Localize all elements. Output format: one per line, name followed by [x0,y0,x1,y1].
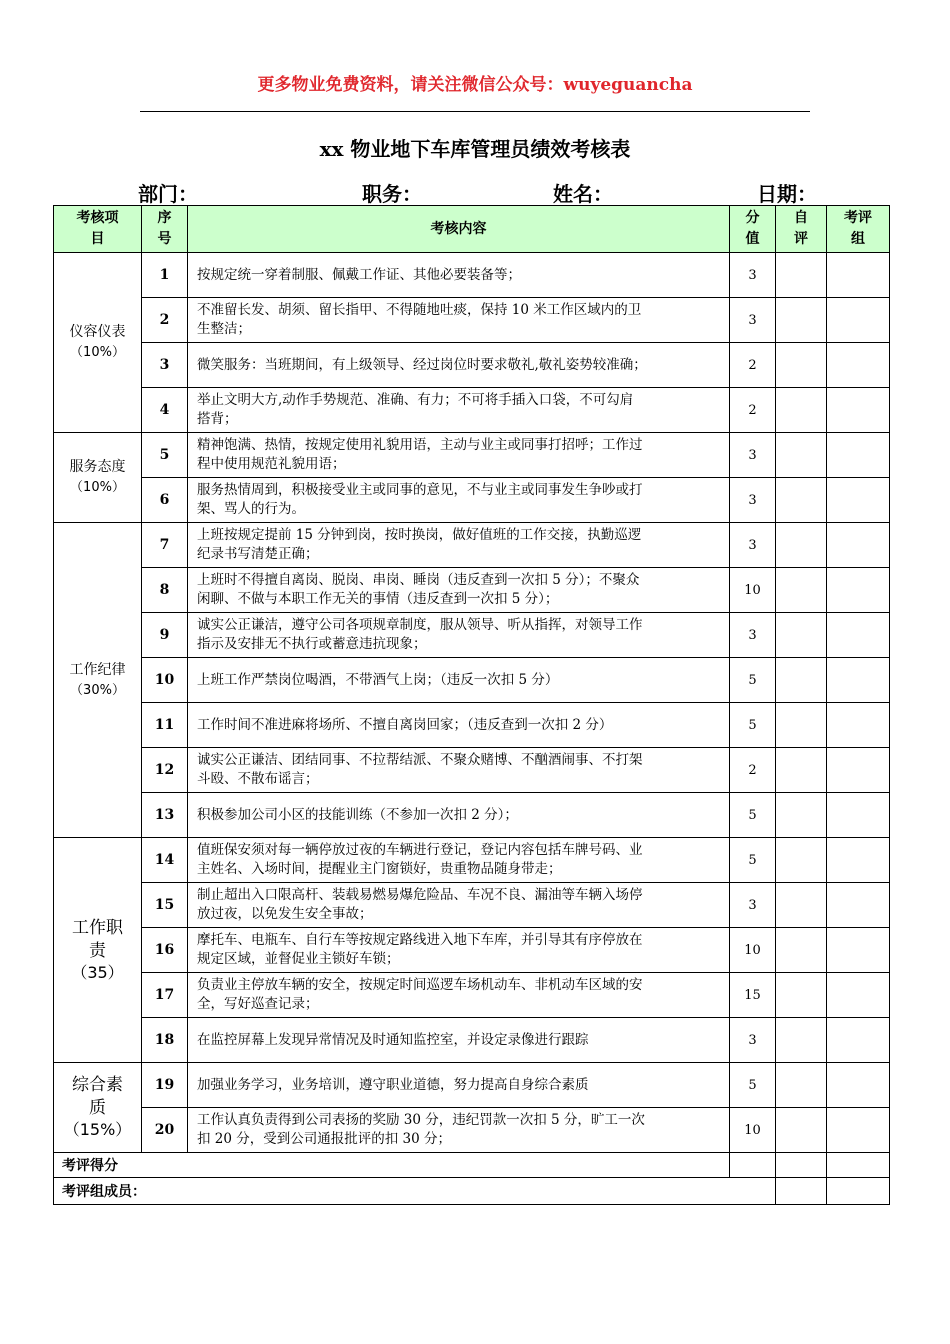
row-content: 摩托车、电瓶车、自行车等按规定路线进入地下车库，并引导其有序停放在 规定区域，並督促业主锁好车锁； [188,928,730,973]
row-score: 2 [730,388,776,433]
panel-score-cell[interactable] [827,748,890,793]
total-panel-cell[interactable] [827,1153,890,1178]
row-score: 3 [730,1018,776,1063]
self-score-cell[interactable] [776,793,827,838]
row-number: 9 [142,613,188,658]
panel-members-label: 考评组成员： [54,1178,776,1205]
name-label: 姓名： [553,182,613,206]
header-content: 考核内容 [188,206,730,253]
row-score: 3 [730,883,776,928]
self-score-cell[interactable] [776,883,827,928]
row-number: 4 [142,388,188,433]
row-score: 10 [730,928,776,973]
self-score-cell[interactable] [776,1063,827,1108]
table-row [54,1018,890,1063]
row-content: 不准留长发、胡须、留长指甲、不得随地吐痰，保持 10 米工作区域内的卫 生整洁； [188,298,730,343]
category-duties: 工作职 责 （35） [54,838,142,1063]
row-content: 上班时不得擅自离岗、脱岗、串岗、睡岗（违反查到一次扣 5 分）；不聚众 闲聊、不做与本职工作无关的事情（违反查到一次扣 5 分）； [188,568,730,613]
header-divider [140,111,810,112]
table-row [54,973,890,1018]
table-row [54,748,890,793]
self-score-cell[interactable] [776,298,827,343]
panel-score-cell[interactable] [827,793,890,838]
panel-members-row [54,1178,890,1205]
row-content: 上班按规定提前 15 分钟到岗，按时换岗，做好值班的工作交接，执勤巡逻 纪录书写清楚正确； [188,523,730,568]
row-content: 诚实公正谦洁，遵守公司各项规章制度，服从领导、听从指挥，对领导工作 指示及安排无不执行或蓄意违抗现象； [188,613,730,658]
self-score-cell[interactable] [776,568,827,613]
row-content: 诚实公正谦洁、团结同事、不拉帮结派、不聚众赌博、不酗酒闹事、不打架 斗殴、不散布谣言； [188,748,730,793]
table-row [54,388,890,433]
table-row [54,433,890,478]
category-appearance: 仪容仪表 （10%） [54,253,142,433]
category-discipline: 工作纪律 （30%） [54,523,142,838]
row-number: 12 [142,748,188,793]
panel-score-cell[interactable] [827,478,890,523]
self-score-cell[interactable] [776,253,827,298]
panel-score-cell[interactable] [827,298,890,343]
assessment-table [53,205,890,1205]
row-score: 15 [730,973,776,1018]
row-score: 5 [730,703,776,748]
table-header-row [54,206,890,253]
panel-score-cell[interactable] [827,838,890,883]
panel-score-cell[interactable] [827,613,890,658]
panel-score-cell[interactable] [827,973,890,1018]
row-content: 微笑服务：当班期间，有上级领导、经过岗位时要求敬礼,敬礼姿势较准确； [188,343,730,388]
self-score-cell[interactable] [776,703,827,748]
header-seq: 序 号 [142,206,188,253]
row-number: 3 [142,343,188,388]
row-content: 上班工作严禁岗位喝酒，不带酒气上岗；（违反一次扣 5 分） [188,658,730,703]
row-score: 3 [730,613,776,658]
row-number: 6 [142,478,188,523]
header-score: 分 值 [730,206,776,253]
row-score: 10 [730,1108,776,1153]
row-content: 按规定统一穿着制服、佩戴工作证、其他必要装备等； [188,253,730,298]
table-row [54,478,890,523]
total-self-cell[interactable] [776,1153,827,1178]
self-score-cell[interactable] [776,748,827,793]
row-number: 8 [142,568,188,613]
table-row [54,793,890,838]
panel-score-cell[interactable] [827,703,890,748]
self-score-cell[interactable] [776,388,827,433]
dept-label: 部门： [138,182,198,206]
row-content: 负责业主停放车辆的安全，按规定时间巡逻车场机动车、非机动车区域的安 全，写好巡查记录； [188,973,730,1018]
self-score-cell[interactable] [776,433,827,478]
row-score: 5 [730,658,776,703]
row-number: 19 [142,1063,188,1108]
header-self: 自 评 [776,206,827,253]
row-content: 精神饱满、热情，按规定使用礼貌用语，主动与业主或同事打招呼；工作过 程中使用规范礼貌用语； [188,433,730,478]
header-panel: 考评 组 [827,206,890,253]
panel-score-cell[interactable] [827,1018,890,1063]
table-row [54,658,890,703]
row-number: 14 [142,838,188,883]
row-content: 在监控屏幕上发现异常情况及时通知监控室，并设定录像进行跟踪 [188,1018,730,1063]
total-score-label: 考评得分 [54,1153,730,1178]
row-score: 5 [730,793,776,838]
row-score: 2 [730,343,776,388]
total-score-row [54,1153,890,1178]
row-number: 16 [142,928,188,973]
row-number: 5 [142,433,188,478]
table-row [54,523,890,568]
row-content: 值班保安须对每一辆停放过夜的车辆进行登记，登记内容包括车牌号码、业 主姓名、入场时间，提醒业主门窗锁好，贵重物品随身带走； [188,838,730,883]
row-score: 3 [730,253,776,298]
panel-score-cell[interactable] [827,883,890,928]
row-score: 3 [730,523,776,568]
row-content: 举止文明大方,动作手势规范、准确、有力；不可将手插入口袋，不可勾肩 搭背； [188,388,730,433]
table-row [54,883,890,928]
members-panel-cell[interactable] [827,1178,890,1205]
table-row [54,568,890,613]
table-row [54,253,890,298]
table-row [54,298,890,343]
row-number: 1 [142,253,188,298]
row-score: 3 [730,298,776,343]
panel-score-cell[interactable] [827,1108,890,1153]
header-item: 考核项 目 [54,206,142,253]
self-score-cell[interactable] [776,523,827,568]
position-label: 职务： [362,182,422,206]
panel-score-cell[interactable] [827,658,890,703]
self-score-cell[interactable] [776,1018,827,1063]
panel-score-cell[interactable] [827,433,890,478]
row-content: 工作认真负责得到公司表扬的奖励 30 分，违纪罚款一次扣 5 分，旷工一次 扣 20 分，受到公司通报批评的扣 30 分； [188,1108,730,1153]
row-score: 2 [730,748,776,793]
table-row [54,343,890,388]
row-number: 17 [142,973,188,1018]
row-content: 积极参加公司小区的技能训练（不参加一次扣 2 分）； [188,793,730,838]
row-score: 5 [730,838,776,883]
panel-score-cell[interactable] [827,343,890,388]
self-score-cell[interactable] [776,613,827,658]
members-self-cell[interactable] [776,1178,827,1205]
row-number: 11 [142,703,188,748]
row-score: 3 [730,433,776,478]
row-content: 加强业务学习，业务培训，遵守职业道德，努力提高自身综合素质 [188,1063,730,1108]
self-score-cell[interactable] [776,973,827,1018]
self-score-cell[interactable] [776,658,827,703]
self-score-cell[interactable] [776,1108,827,1153]
panel-score-cell[interactable] [827,523,890,568]
row-score: 5 [730,1063,776,1108]
category-attitude: 服务态度 （10%） [54,433,142,523]
category-quality: 综合素 质 （15%） [54,1063,142,1153]
table-row [54,928,890,973]
table-row [54,1063,890,1108]
panel-score-cell[interactable] [827,568,890,613]
table-row [54,703,890,748]
self-score-cell[interactable] [776,343,827,388]
row-number: 7 [142,523,188,568]
row-score: 10 [730,568,776,613]
table-row [54,1108,890,1153]
row-number: 2 [142,298,188,343]
panel-score-cell[interactable] [827,253,890,298]
table-row [54,838,890,883]
self-score-cell[interactable] [776,838,827,883]
date-label: 日期： [757,182,817,206]
panel-score-cell[interactable] [827,388,890,433]
row-number: 10 [142,658,188,703]
row-number: 20 [142,1108,188,1153]
row-number: 13 [142,793,188,838]
panel-score-cell[interactable] [827,928,890,973]
total-score-value[interactable] [730,1153,776,1178]
row-content: 制止超出入口限高杆、装载易燃易爆危险品、车况不良、漏油等车辆入场停 放过夜，以免发生安全事故； [188,883,730,928]
row-score: 3 [730,478,776,523]
row-number: 18 [142,1018,188,1063]
panel-score-cell[interactable] [827,1063,890,1108]
row-content: 服务热情周到，积极接受业主或同事的意见，不与业主或同事发生争吵或打 架、骂人的行为。 [188,478,730,523]
self-score-cell[interactable] [776,928,827,973]
row-number: 15 [142,883,188,928]
self-score-cell[interactable] [776,478,827,523]
promo-banner: 更多物业免费资料，请关注微信公众号：wuyeguancha [257,75,693,95]
table-row [54,613,890,658]
document-title: xx 物业地下车库管理员绩效考核表 [319,137,631,161]
row-content: 工作时间不准进麻将场所、不擅自离岗回家；（违反查到一次扣 2 分） [188,703,730,748]
